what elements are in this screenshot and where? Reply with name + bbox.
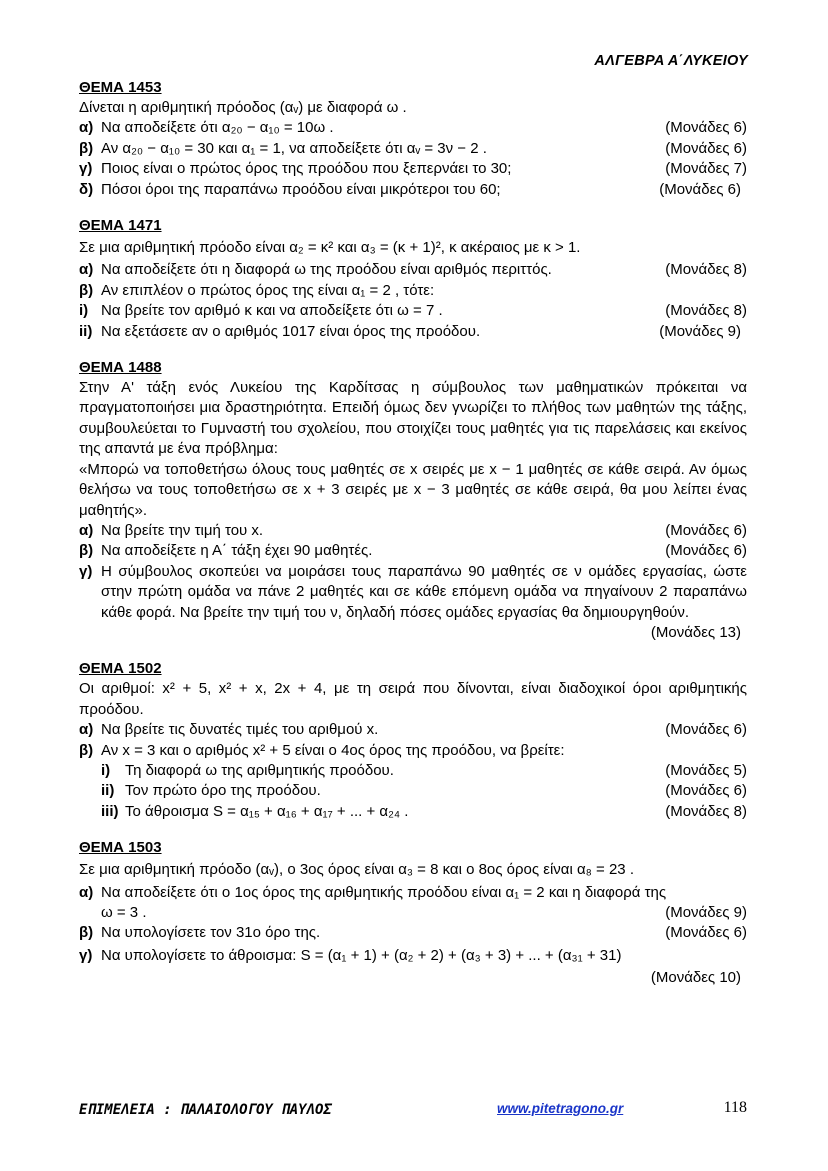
page-footer	[79, 1101, 747, 1118]
question-item: α) Να αποδείξετε ότι α₂₀ − α₁₀ = 10ω . (Μονάδες 6)	[79, 119, 747, 137]
topic-intro: Σε μια αριθμητική πρόοδο (αᵥ), ο 3ος όρος είναι α₃ = 8 και ο 8ος όρος είναι α₈ = 23 .	[79, 861, 634, 879]
topic-1488	[79, 358, 747, 643]
question-item: β) Αν επιπλέον ο πρώτος όρος της είναι α₁ = 2 , τότε:	[79, 281, 435, 299]
running-header: ΑΛΓΕΒΡΑ Α΄ΛΥΚΕΙΟΥ	[594, 53, 748, 69]
question-item: β) Να υπολογίσετε τον 31ο όρο της. (Μονάδες 6)	[79, 924, 747, 942]
topic-intro: Δίνεται η αριθμητική πρόοδος (αᵥ) με διαφορά ω .	[79, 99, 407, 116]
topic-title: ΘΕΜΑ 1453	[79, 79, 162, 96]
topic-title: ΘΕΜΑ 1502	[79, 660, 162, 678]
question-item: α) Να βρείτε την τιμή του x. (Μονάδες 6)	[79, 521, 747, 539]
question-item: α) Να βρείτε τις δυνατές τιμές του αριθμού x. (Μονάδες 6)	[79, 721, 747, 739]
topic-title: ΘΕΜΑ 1503	[79, 839, 162, 857]
topic-title: ΘΕΜΑ 1488	[79, 359, 162, 377]
topic-1502	[79, 659, 747, 822]
question-item: i) Να βρείτε τον αριθμό κ και να αποδείξετε ότι ω = 7 . (Μονάδες 8)	[79, 302, 747, 320]
question-item: γ) Να υπολογίσετε το άθροισμα: S = (α₁ + 1) + (α₂ + 2) + (α₃ + 3) + ... + (α₃₁ + 31)	[79, 946, 622, 964]
question-item: γ) Η σύμβουλος σκοπεύει να μοιράσει τους παραπάνω 90 μαθητές σε ν ομάδες εργασίας, ώστε στην πρώτη ομάδα να πάνε 2 μαθητές και σε κάθε επόμενη ομάδα να πηγαίνουν 2 παραπάνω κάθε φορά. Να βρείτε την τιμή του ν, δηλαδή πόσες ομάδες εργασίας θα δημιουργηθούν. (Μονάδες 13)	[79, 562, 747, 641]
topic-1471	[79, 216, 747, 342]
question-item: β) Αν x = 3 και ο αριθμός x² + 5 είναι ο 4ος όρος της προόδου, να βρείτε:	[79, 741, 565, 759]
question-item: β) Αν α₂₀ − α₁₀ = 30 και α₁ = 1, να αποδείξετε ότι αᵥ = 3ν − 2 . (Μονάδες 6)	[79, 139, 747, 157]
footer-editor: ΕΠΙΜΕΛΕΙΑ : ΠΑΛΑΙΟΛΟΓΟΥ ΠΑΥΛΟΣ	[79, 1102, 332, 1118]
question-item: α) Να αποδείξετε ότι η διαφορά ω της προόδου είναι αριθμός περιττός. (Μονάδες 8)	[79, 261, 747, 279]
page-content	[79, 78, 747, 1005]
topic-intro: Σε μια αριθμητική πρόοδο είναι α₂ = κ² και α₃ = (κ + 1)², κ ακέραιος με κ > 1.	[79, 239, 581, 257]
question-item-continuation: ω = 3 . (Μονάδες 9)	[101, 904, 747, 921]
page-number: 118	[723, 1099, 747, 1116]
topic-1503	[79, 838, 747, 988]
question-item: β) Να αποδείξετε η Α΄ τάξη έχει 90 μαθητές. (Μονάδες 6)	[79, 542, 747, 560]
question-marks: (Μονάδες 10)	[650, 969, 741, 987]
topic-1453	[79, 78, 747, 200]
topic-quote: «Μπορώ να τοποθετήσω όλους τους μαθητές σε x σειρές με x − 1 μαθητές σε κάθε σειρά. Αν όμως θελήσω να τους τοποθετήσω σε x + 3 σειρές με x − 3 μαθητές σε κάθε σειρά, θα μου λείπει ένας μαθητής».	[79, 460, 747, 519]
topic-title: ΘΕΜΑ 1471	[79, 217, 162, 235]
question-item: γ) Ποιος είναι ο πρώτος όρος της προόδου που ξεπερνάει το 30; (Μονάδες 7)	[79, 160, 747, 178]
question-subitem: i) Τη διαφορά ω της αριθμητικής προόδου. (Μονάδες 5)	[101, 761, 747, 779]
topic-intro: Στην Α' τάξη ενός Λυκείου της Καρδίτσας η σύμβουλος των μαθηματικών πρόκειται να πραγματοποιήσει μια δραστηριότητα. Επειδή όμως δεν γνωρίζει το πλήθος των μαθητών της τάξης, συμβουλεύεται το Γυμναστή του σχολείου, που στοιχίζει τους μαθητές για τις παρελάσεις και εκείνος της απαντά με ένα πρόβλημα:	[79, 379, 747, 458]
topic-intro: Οι αριθμοί: x² + 5, x² + x, 2x + 4, με τη σειρά που δίνονται, είναι διαδοχικοί όροι αριθμητικής προόδου.	[79, 680, 747, 718]
question-subitem: iii) Το άθροισμα S = α₁₅ + α₁₆ + α₁₇ + ... + α₂₄ . (Μονάδες 8)	[101, 802, 747, 820]
question-item: ii) Να εξετάσετε αν ο αριθμός 1017 είναι όρος της προόδου. (Μονάδες 9)	[79, 322, 741, 340]
question-item: δ) Πόσοι όροι της παραπάνω προόδου είναι μικρότεροι του 60; (Μονάδες 6)	[79, 180, 741, 198]
question-subitem: ii) Τον πρώτο όρο της προόδου. (Μονάδες 6)	[101, 782, 747, 800]
footer-website-link[interactable]: www.pitetragono.gr	[497, 1101, 624, 1116]
question-item: α) Να αποδείξετε ότι ο 1ος όρος της αριθμητικής προόδου είναι α₁ = 2 και η διαφορά της	[79, 883, 667, 901]
